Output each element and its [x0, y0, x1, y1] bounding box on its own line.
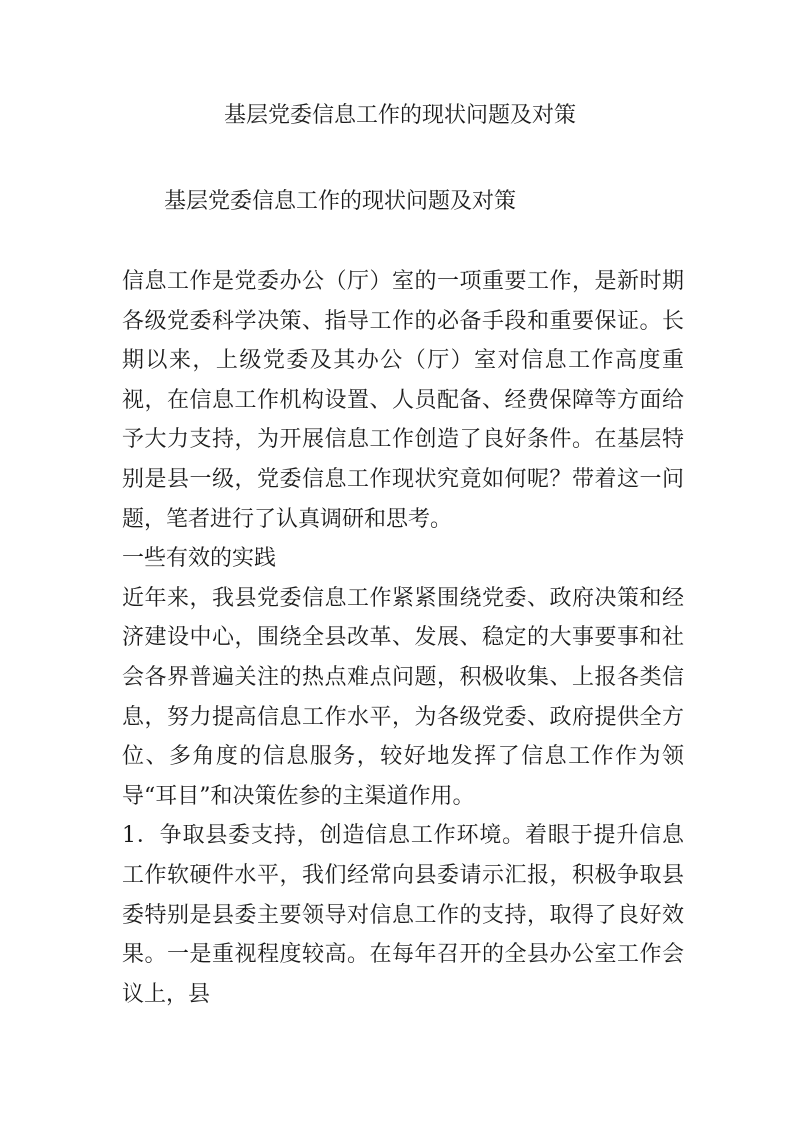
document-body	[122, 262, 684, 1014]
practice-paragraph: 近年来，我县党委信息工作紧紧围绕党委、政府决策和经济建设中心，围绕全县改革、发展、稳定的大事要事和社会各界普遍关注的热点难点问题，积极收集、上报各类信息，努力提高信息工作水平，为各级党委、政府提供全方位、多角度的信息服务，较好地发挥了信息工作作为领导“耳目”和决策佐参的主渠道作用。	[122, 585, 684, 809]
section-heading: 一些有效的实践	[122, 546, 277, 572]
numbered-paragraph: 1．争取县委支持，创造信息工作环境。着眼于提升信息工作软硬件水平，我们经常向县委请示汇报，积极争取县委特别是县委主要领导对信息工作的支持，取得了良好效果。一是重视程度较高。在每年召开的全县办公室工作会议上，县	[122, 823, 684, 1007]
document-subtitle: 基层党委信息工作的现状问题及对策	[164, 189, 517, 214]
intro-paragraph: 信息工作是党委办公（厅）室的一项重要工作，是新时期各级党委科学决策、指导工作的必备手段和重要保证。长期以来，上级党委及其办公（厅）室对信息工作高度重视，在信息工作机构设置、人员配备、经费保障等方面给予大力支持，为开展信息工作创造了良好条件。在基层特别是县一级，党委信息工作现状究竟如何呢？带着这一问题，笔者进行了认真调研和思考。	[122, 269, 684, 532]
document-title: 基层党委信息工作的现状问题及对策	[223, 103, 576, 128]
